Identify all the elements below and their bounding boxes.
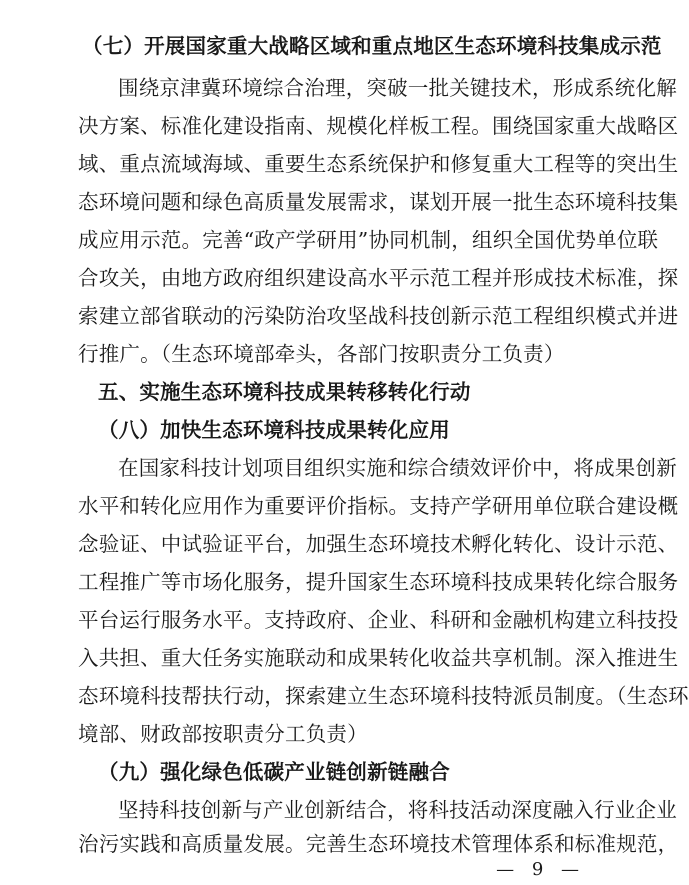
- paragraph-line: 坚持科技创新与产业创新结合，将科技活动深度融入行业企业: [118, 798, 677, 822]
- paragraph-line: 索建立部省联动的污染防治攻坚战科技创新示范工程组织模式并进: [78, 304, 679, 328]
- paragraph-line: 行推广。（生态环境部牵头，各部门按职责分工负责）: [78, 342, 565, 366]
- paragraph-line: 围绕京津冀环境综合治理，突破一批关键技术，形成系统化解: [118, 76, 677, 100]
- paragraph-line: 水平和转化应用作为重要评价指标。支持产学研用单位联合建设概: [78, 494, 679, 518]
- paragraph-line: 在国家科技计划项目组织实施和综合绩效评价中，将成果创新: [118, 456, 677, 480]
- paragraph-line: 态环境问题和绿色高质量发展需求，谋划开展一批生态环境科技集: [78, 190, 679, 214]
- paragraph-line: 平台运行服务水平。支持政府、企业、科研和金融机构建立科技投: [78, 608, 679, 632]
- section-nine-heading: （九）强化绿色低碳产业链创新链融合: [98, 760, 450, 784]
- paragraph-line: 入共担、重大任务实施联动和成果转化收益共享机制。深入推进生: [78, 646, 679, 670]
- paragraph-line: 态环境科技帮扶行动，探索建立生态环境科技特派员制度。（生态环: [78, 684, 689, 708]
- paragraph-line: 境部、财政部按职责分工负责）: [78, 722, 368, 746]
- paragraph-line: 域、重点流域海域、重要生态系统保护和修复重大工程等的突出生: [78, 152, 679, 176]
- part-five-heading: 五、实施生态环境科技成果转移转化行动: [98, 380, 471, 404]
- page-number: — 9 —: [496, 859, 585, 880]
- paragraph-line: 决方案、标准化建设指南、规模化样板工程。围绕国家重大战略区: [78, 114, 679, 138]
- paragraph-line: 合攻关，由地方政府组织建设高水平示范工程并形成技术标准，探: [78, 266, 679, 290]
- section-seven-heading: （七）开展国家重大战略区域和重点地区生态环境科技集成示范: [82, 34, 662, 58]
- paragraph-line: 成应用示范。完善“政产学研用”协同机制，组织全国优势单位联: [78, 228, 659, 252]
- section-eight-heading: （八）加快生态环境科技成果转化应用: [98, 418, 450, 442]
- paragraph-line: 念验证、中试验证平台，加强生态环境技术孵化转化、设计示范、: [78, 532, 679, 556]
- paragraph-line: 治污实践和高质量发展。完善生态环境技术管理体系和标准规范，: [78, 832, 679, 856]
- paragraph-line: 工程推广等市场化服务，提升国家生态环境科技成果转化综合服务: [78, 570, 679, 594]
